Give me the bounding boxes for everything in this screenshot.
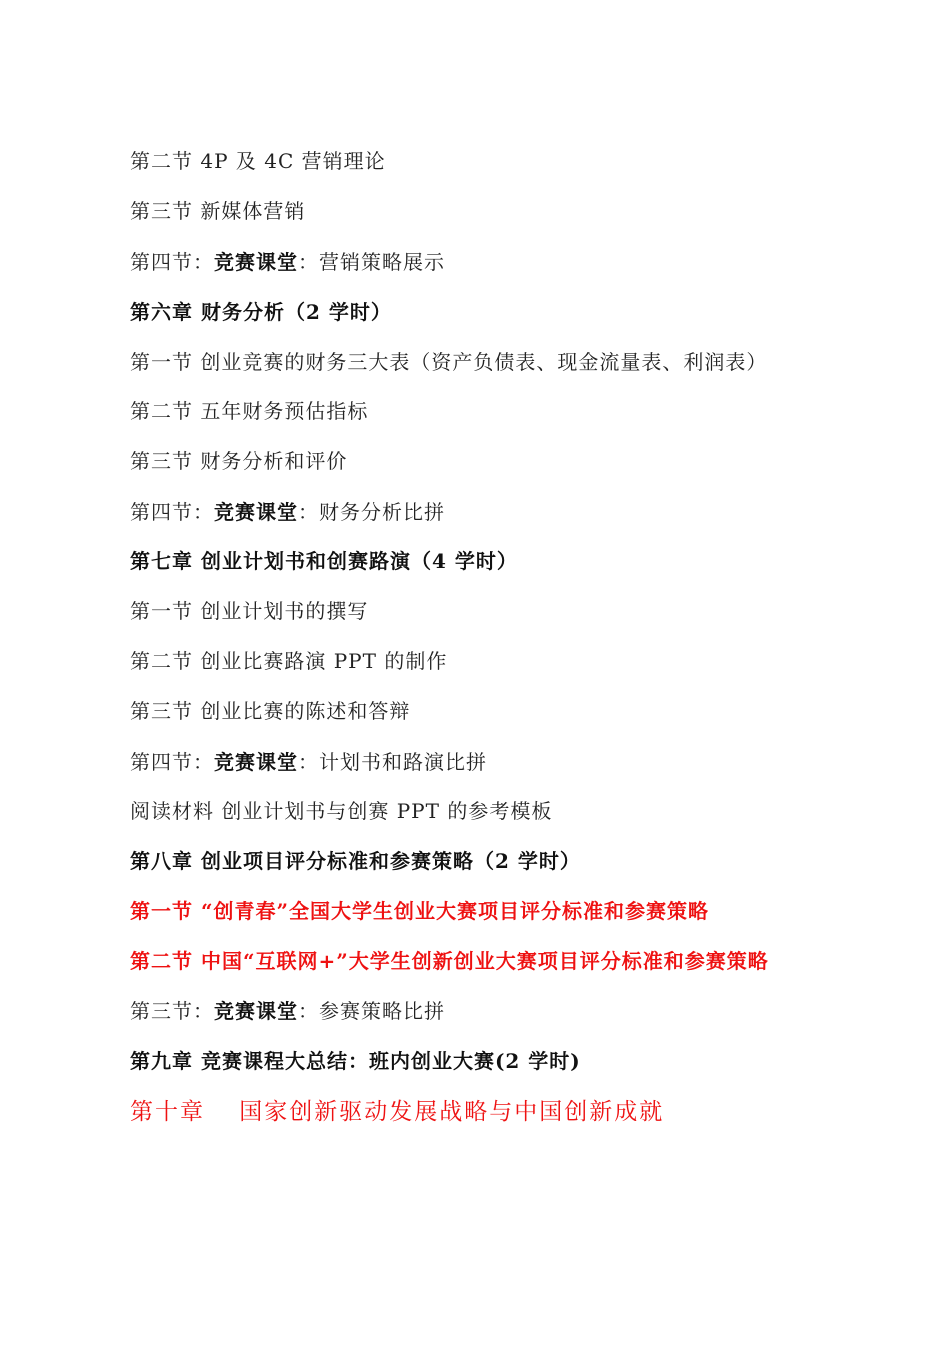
section-internet-plus-scoring [130, 947, 769, 975]
line-text: 第二节 中国“互联网+”大学生创新创业大赛项目评分标准和参赛策略 [130, 949, 769, 973]
chapter-8-heading [130, 847, 581, 875]
section-business-plan-writing [130, 597, 368, 625]
line-text: 第八章 创业项目评分标准和参赛策略（2 学时） [130, 849, 581, 873]
line-text: 第三节 新媒体营销 [130, 199, 306, 223]
line-prefix: 第四节： [130, 750, 214, 774]
line-suffix: ：财务分析比拼 [298, 500, 445, 524]
line-suffix: ：计划书和路演比拼 [298, 750, 487, 774]
line-suffix: ：营销策略展示 [298, 250, 445, 274]
line-prefix: 第四节： [130, 500, 214, 524]
line-text: 第一节 创业竞赛的财务三大表（资产负债表、现金流量表、利润表） [130, 350, 768, 374]
section-presentation-defense [130, 697, 410, 725]
line-text: 第三节 财务分析和评价 [130, 449, 348, 473]
line-text: 第二节 创业比赛路演 PPT 的制作 [130, 649, 448, 673]
line-text: 第十章 国家创新驱动发展战略与中国创新成就 [130, 1099, 665, 1125]
chapter-7-heading [130, 547, 518, 575]
section-financial-analysis-contest [130, 498, 445, 526]
section-4p-4c-marketing [130, 147, 386, 175]
section-new-media-marketing [130, 197, 305, 225]
chapter-9-heading [130, 1047, 581, 1075]
section-financial-analysis [130, 447, 347, 475]
line-text: 第二节 4P 及 4C 营销理论 [130, 149, 386, 173]
section-five-year-forecast [130, 397, 368, 425]
line-text: 第一节 创业计划书的撰写 [130, 599, 369, 623]
line-text: 第九章 竞赛课程大总结：班内创业大赛(2 学时) [130, 1049, 581, 1073]
section-roadshow-ppt [130, 647, 447, 675]
section-marketing-strategy-show [130, 248, 445, 276]
line-prefix: 第四节： [130, 250, 214, 274]
line-bold: 竞赛课堂 [214, 250, 298, 274]
section-strategy-contest [130, 997, 445, 1025]
line-text: 第二节 五年财务预估指标 [130, 399, 369, 423]
line-bold: 竞赛课堂 [214, 500, 298, 524]
line-bold: 竞赛课堂 [214, 750, 298, 774]
line-text: 第六章 财务分析（2 学时） [130, 300, 392, 324]
line-text: 第三节 创业比赛的陈述和答辩 [130, 699, 411, 723]
line-prefix: 第三节： [130, 999, 214, 1023]
section-three-financial-statements [130, 348, 767, 376]
reading-material-templates [130, 797, 552, 825]
line-text: 第一节 “创青春”全国大学生创业大赛项目评分标准和参赛策略 [130, 899, 709, 923]
section-chuangqingchun-scoring [130, 897, 709, 925]
line-bold: 竞赛课堂 [214, 999, 298, 1023]
line-suffix: ：参赛策略比拼 [298, 999, 445, 1023]
chapter-10-heading [130, 1096, 664, 1128]
chapter-6-heading [130, 298, 392, 326]
section-plan-roadshow-contest [130, 748, 487, 776]
line-text: 阅读材料 创业计划书与创赛 PPT 的参考模板 [130, 799, 553, 823]
line-text: 第七章 创业计划书和创赛路演（4 学时） [130, 549, 518, 573]
